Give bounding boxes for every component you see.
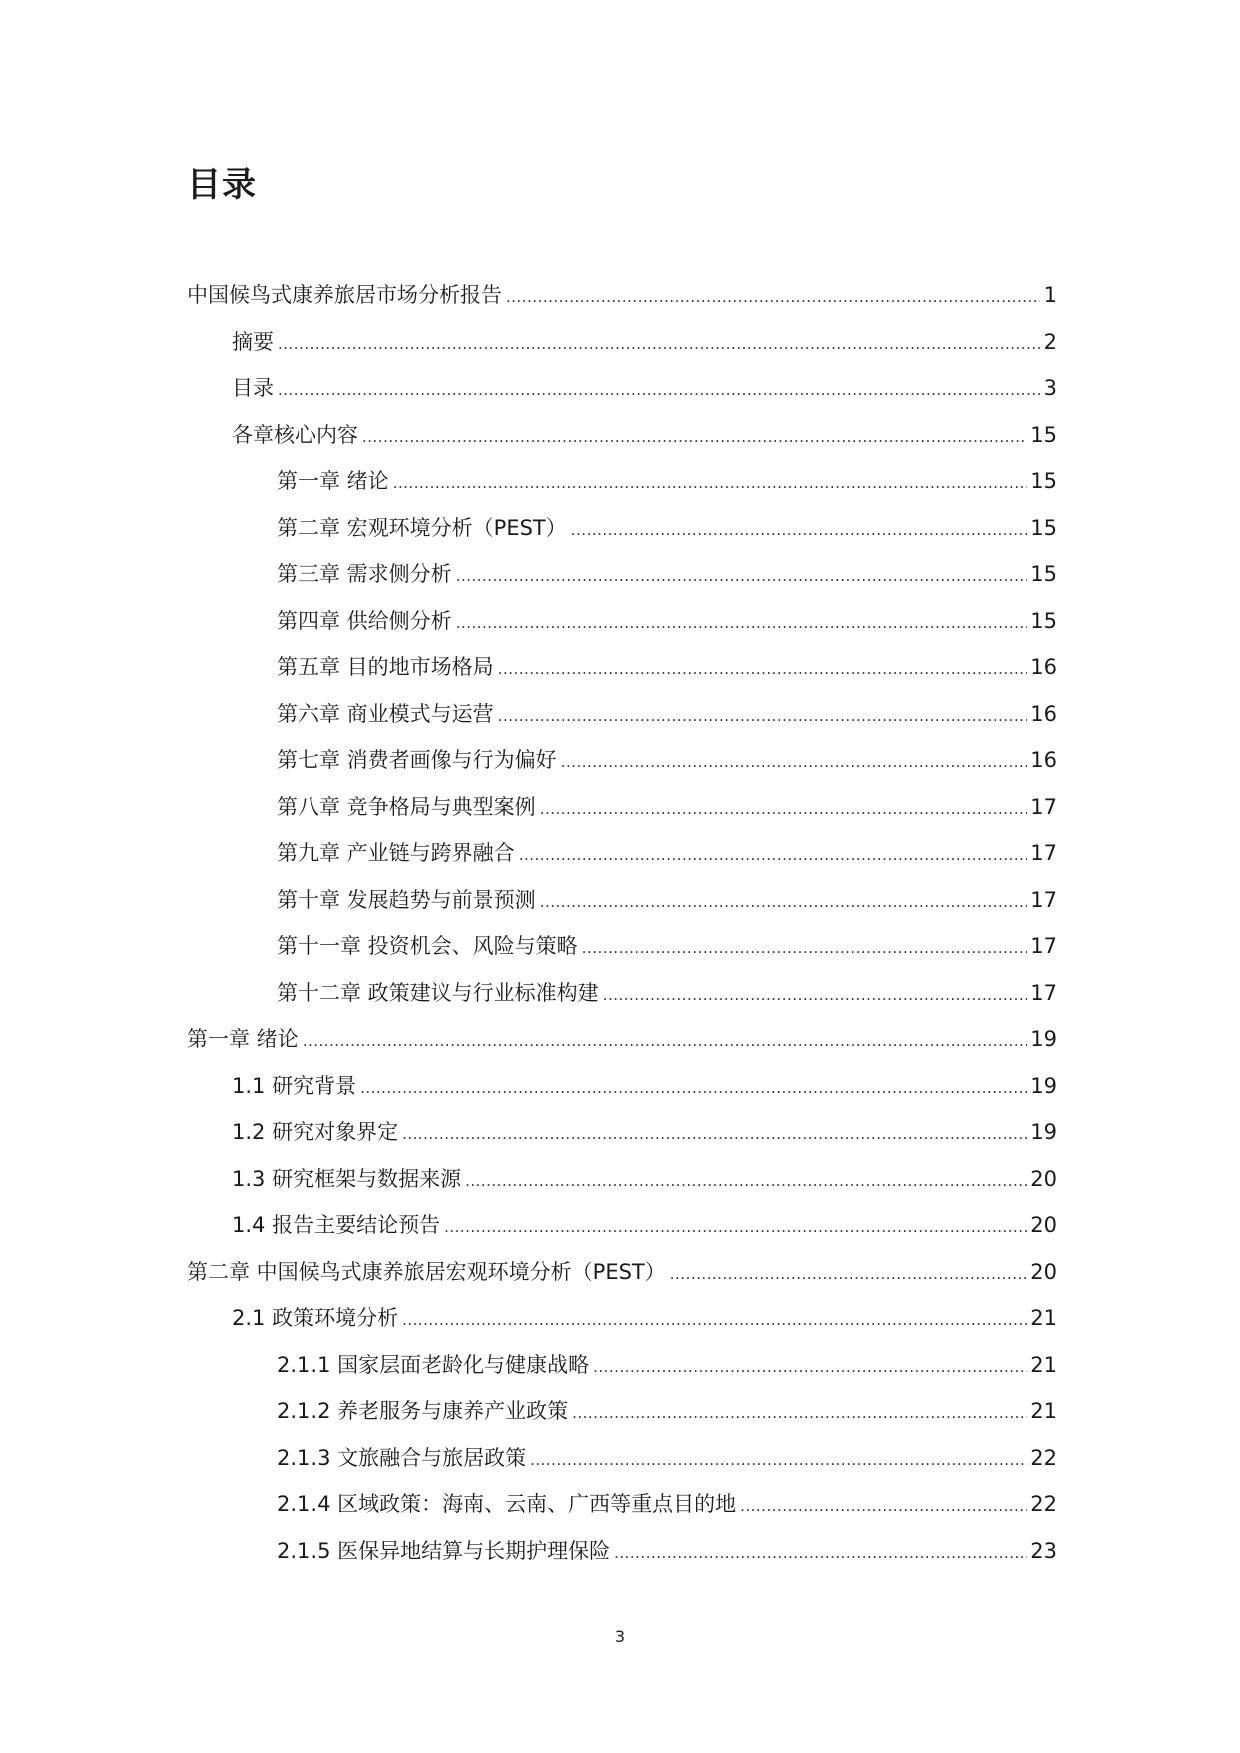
toc-entry-page: 21 <box>1030 1399 1057 1423</box>
toc-entry-page: 15 <box>1030 422 1057 447</box>
toc-dot-leader <box>593 1358 1027 1376</box>
toc-entry-page: 19 <box>1030 1027 1057 1051</box>
toc-entry[interactable] <box>187 795 1057 842</box>
toc-entry-page: 17 <box>1030 934 1057 958</box>
toc-entry-page: 20 <box>1030 1259 1057 1284</box>
toc-entry-label: 2.1.4 区域政策：海南、云南、广西等重点目的地 <box>277 1492 737 1516</box>
toc-entry-page: 21 <box>1030 1306 1057 1330</box>
toc-entry-label: 第一章 绪论 <box>187 1027 299 1051</box>
toc-dot-leader <box>393 474 1028 492</box>
toc-entry-page: 15 <box>1030 608 1057 633</box>
toc-entry-label: 摘要 <box>232 329 274 354</box>
toc-entry[interactable] <box>187 1120 1057 1167</box>
toc-entry-page: 19 <box>1030 1120 1057 1144</box>
toc-dot-leader <box>360 1079 1027 1097</box>
toc-entry[interactable] <box>187 1027 1057 1074</box>
toc-entry[interactable] <box>187 1399 1057 1446</box>
toc-dot-leader <box>540 893 1028 911</box>
toc-entry-page: 17 <box>1030 841 1057 865</box>
toc-entry-page: 23 <box>1030 1538 1057 1563</box>
toc-entry-page: 17 <box>1030 794 1057 819</box>
toc-entry-label: 第三章 需求侧分析 <box>277 562 452 586</box>
toc-entry-label: 2.1.5 医保异地结算与长期护理保险 <box>277 1538 611 1563</box>
toc-entry-label: 第八章 竞争格局与典型案例 <box>277 794 536 819</box>
toc-entry-label: 第二章 中国候鸟式康养旅居宏观环境分析（PEST） <box>187 1259 666 1284</box>
toc-dot-leader <box>582 939 1028 957</box>
toc-entry-label: 第五章 目的地市场格局 <box>277 655 494 679</box>
toc-entry-page: 21 <box>1030 1352 1057 1377</box>
toc-dot-leader <box>444 1218 1027 1236</box>
toc-entry[interactable] <box>187 1167 1057 1214</box>
toc-entry[interactable] <box>187 330 1057 377</box>
toc-dot-leader <box>362 428 1027 446</box>
toc-entry-page: 20 <box>1030 1166 1057 1191</box>
toc-entry-label: 2.1.3 文旅融合与旅居政策 <box>277 1445 527 1470</box>
toc-entry-page: 15 <box>1030 515 1057 540</box>
toc-entry-label: 第四章 供给侧分析 <box>277 608 452 633</box>
toc-dot-leader <box>603 986 1028 1004</box>
toc-entry-page: 16 <box>1030 701 1057 726</box>
toc-entry-page: 2 <box>1043 329 1057 354</box>
toc-dot-leader <box>278 335 1040 353</box>
toc-dot-leader <box>498 707 1028 725</box>
toc-entry[interactable] <box>187 841 1057 888</box>
toc-dot-leader <box>498 660 1028 678</box>
toc-entry-page: 22 <box>1030 1445 1057 1470</box>
toc-entry-label: 1.2 研究对象界定 <box>232 1120 399 1144</box>
toc-entry-page: 17 <box>1030 887 1057 912</box>
toc-entry-label: 2.1.2 养老服务与康养产业政策 <box>277 1399 569 1423</box>
toc-entry-page: 16 <box>1030 655 1057 679</box>
toc-entry[interactable] <box>187 655 1057 702</box>
toc-entry-page: 15 <box>1030 469 1057 493</box>
toc-dot-leader <box>402 1125 1027 1143</box>
toc-dot-leader <box>402 1311 1027 1329</box>
toc-dot-leader <box>540 800 1028 818</box>
toc-entry[interactable] <box>187 934 1057 981</box>
toc-entry[interactable] <box>187 1353 1057 1400</box>
toc-entry-label: 第十章 发展趋势与前景预测 <box>277 887 536 912</box>
toc-entry-page: 1 <box>1043 283 1057 307</box>
toc-entry[interactable] <box>187 981 1057 1028</box>
toc-entry-label: 2.1 政策环境分析 <box>232 1306 399 1330</box>
toc-entry-label: 第七章 消费者画像与行为偏好 <box>277 748 557 772</box>
toc-entry-label: 1.3 研究框架与数据来源 <box>232 1166 462 1191</box>
toc-list <box>187 283 1057 1585</box>
toc-entry[interactable] <box>187 748 1057 795</box>
toc-dot-leader <box>456 614 1028 632</box>
toc-entry-page: 22 <box>1030 1492 1057 1516</box>
toc-entry-page: 15 <box>1030 562 1057 586</box>
toc-title: 目录 <box>187 165 257 205</box>
toc-dot-leader <box>572 1404 1027 1422</box>
toc-entry-label: 各章核心内容 <box>232 422 358 447</box>
toc-entry-label: 第十一章 投资机会、风险与策略 <box>277 934 578 958</box>
toc-entry[interactable] <box>187 283 1057 330</box>
toc-entry-label: 2.1.1 国家层面老龄化与健康战略 <box>277 1352 590 1377</box>
toc-entry[interactable] <box>187 609 1057 656</box>
toc-entry-label: 第九章 产业链与跨界融合 <box>277 841 515 865</box>
toc-entry-label: 中国候鸟式康养旅居市场分析报告 <box>187 283 502 307</box>
toc-entry[interactable] <box>187 888 1057 935</box>
toc-entry[interactable] <box>187 562 1057 609</box>
toc-entry[interactable] <box>187 1539 1057 1586</box>
toc-entry[interactable] <box>187 1306 1057 1353</box>
toc-entry[interactable] <box>187 1074 1057 1121</box>
toc-entry[interactable] <box>187 1492 1057 1539</box>
toc-entry-label: 目录 <box>232 376 274 400</box>
toc-entry[interactable] <box>187 702 1057 749</box>
toc-entry-label: 1.4 报告主要结论预告 <box>232 1213 441 1237</box>
toc-entry[interactable] <box>187 1213 1057 1260</box>
toc-dot-leader <box>519 846 1028 864</box>
toc-entry[interactable] <box>187 376 1057 423</box>
toc-entry-label: 1.1 研究背景 <box>232 1073 357 1098</box>
toc-entry-page: 17 <box>1030 980 1057 1005</box>
toc-dot-leader <box>456 567 1028 585</box>
toc-dot-leader <box>561 753 1028 771</box>
toc-entry[interactable] <box>187 469 1057 516</box>
toc-dot-leader <box>506 288 1040 306</box>
toc-dot-leader <box>670 1265 1028 1283</box>
toc-entry-label: 第一章 绪论 <box>277 469 389 493</box>
toc-entry-label: 第二章 宏观环境分析（PEST） <box>277 515 567 540</box>
toc-dot-leader <box>740 1497 1027 1515</box>
toc-entry-label: 第十二章 政策建议与行业标准构建 <box>277 980 599 1005</box>
toc-dot-leader <box>571 521 1028 539</box>
toc-dot-leader <box>465 1172 1027 1190</box>
toc-entry-page: 16 <box>1030 748 1057 772</box>
toc-dot-leader <box>530 1451 1027 1469</box>
toc-entry-page: 19 <box>1030 1073 1057 1098</box>
toc-entry-label: 第六章 商业模式与运营 <box>277 701 494 726</box>
page-number: 3 <box>614 1627 626 1646</box>
toc-dot-leader <box>303 1032 1028 1050</box>
toc-entry[interactable] <box>187 516 1057 563</box>
toc-entry-page: 3 <box>1043 376 1057 400</box>
toc-entry-page: 20 <box>1030 1213 1057 1237</box>
toc-dot-leader <box>278 381 1040 399</box>
toc-entry[interactable] <box>187 1446 1057 1493</box>
toc-entry[interactable] <box>187 1260 1057 1307</box>
toc-dot-leader <box>614 1544 1027 1562</box>
toc-entry[interactable] <box>187 423 1057 470</box>
